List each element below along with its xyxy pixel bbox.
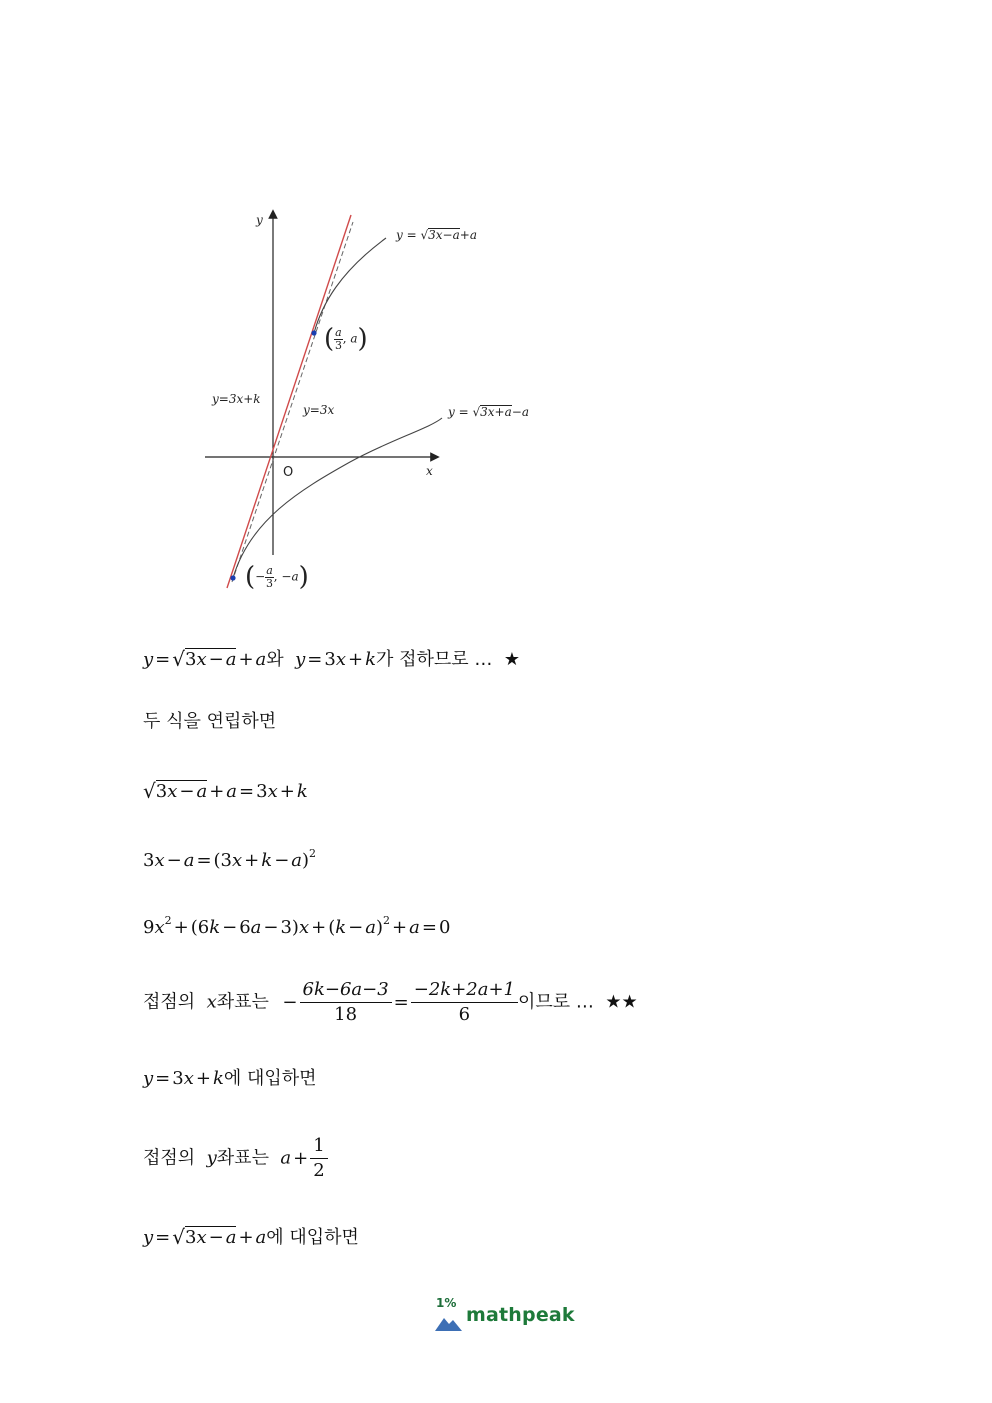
curve-lower-label: y = √3x+a−a bbox=[448, 405, 529, 419]
equation-1: √ 3x − a + a = 3x + k bbox=[143, 779, 308, 803]
graph-figure bbox=[190, 200, 570, 610]
curve-lower bbox=[233, 418, 442, 578]
double-star-mark: ★★ bbox=[605, 991, 638, 1013]
line-tangent-condition: y = √ 3x − a + a와 y = 3x + k가 접하므로 … ★ bbox=[143, 647, 520, 671]
mathpeak-logo bbox=[434, 1296, 574, 1336]
point-upper-label: ( $\frac{a}{3}$ , a) bbox=[324, 324, 368, 354]
curve-upper-label: y = √3x−a+a bbox=[396, 228, 477, 242]
point-lower-label: (− $\frac{a}{3}$ , −a) bbox=[245, 562, 309, 592]
line-substitute-2: y = √ 3x − a + a에 대입하면 bbox=[143, 1225, 359, 1249]
tangent-line-label: y=3x+k bbox=[212, 392, 261, 406]
tangent-point-upper bbox=[311, 330, 316, 335]
logo-percent: 1% bbox=[436, 1296, 457, 1310]
line-substitute-1: y = 3x + k에 대입하면 bbox=[143, 1068, 317, 1089]
curve-upper bbox=[314, 238, 386, 333]
equation-2: $3x - a = (3x + k - a)^2$ bbox=[143, 847, 317, 871]
dashed-line-label: y=3x bbox=[303, 403, 335, 417]
line-y-coordinate: 접점의 y좌표는 a + $\frac{1}{2}$ bbox=[143, 1136, 328, 1181]
line-x-coordinate: 접점의 x좌표는 − $\frac{6k-6a-3}{18}$ = $\frac{-2k+2a+1}{6}$ 이므로 … ★★ bbox=[143, 979, 638, 1025]
tangent-point-lower bbox=[230, 575, 235, 580]
logo-name: mathpeak bbox=[466, 1304, 575, 1326]
mountain-icon bbox=[434, 1312, 464, 1332]
line-combine: 두 식을 연립하면 bbox=[143, 711, 277, 732]
y-axis-label: y bbox=[256, 213, 263, 227]
x-axis-label: x bbox=[426, 464, 433, 478]
star-mark: ★ bbox=[503, 649, 520, 670]
equation-3: $9x^2 + (6k - 6a - 3)x + (k - a)^2 + a = 0$ bbox=[143, 914, 451, 938]
origin-label: O bbox=[283, 465, 294, 480]
